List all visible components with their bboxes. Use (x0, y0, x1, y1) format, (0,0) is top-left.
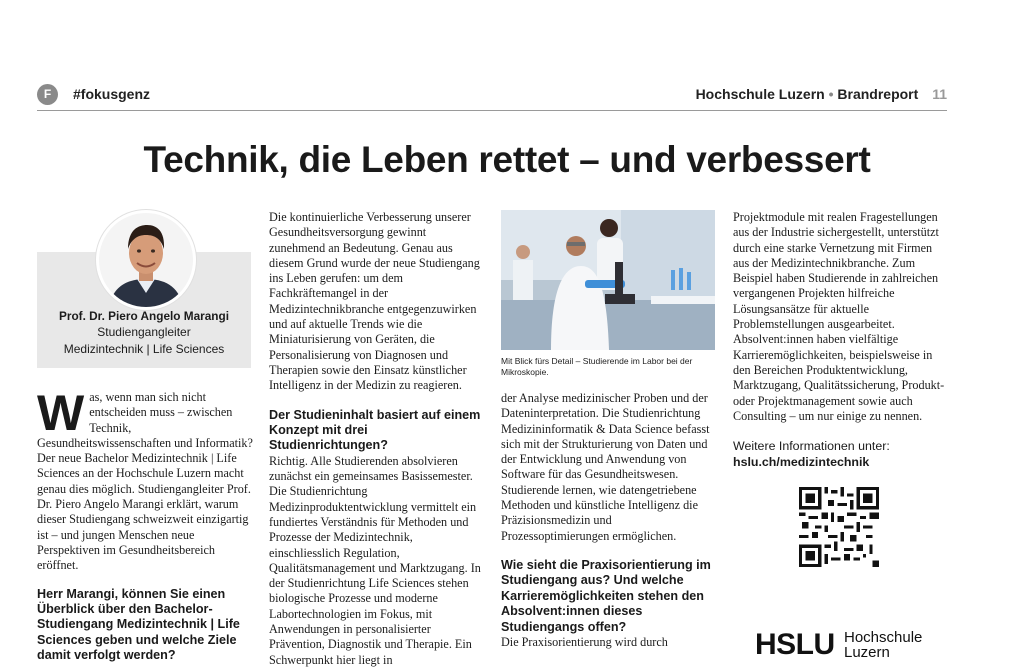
profile-department: Medizintechnik | Life Sciences (63, 342, 225, 356)
profile-box (37, 210, 251, 368)
profile-name: Prof. Dr. Piero Angelo Marangi (59, 309, 229, 323)
column-1 (37, 210, 253, 664)
header-separator: • (828, 86, 834, 102)
portrait-photo (96, 210, 196, 310)
more-info (733, 438, 949, 470)
logo-mark: HSLU (755, 628, 835, 661)
logo-text-line1: Hochschule (844, 629, 923, 646)
section-label: Brandreport (837, 86, 919, 102)
paragraph-4: Die Praxisorientierung wird durch (501, 635, 668, 649)
paragraph-2: Richtig. Alle Studierenden absolvieren zunächst ein gemeinsames Basissemester. Die Studienrichtung Medizinproduktentwicklung vermittelt ein fundiertes Verständnis für Methoden und Prozesse der Medizintechnik, einschliesslich Regulation, Qualitätsmanagement und Marktzugang. In der Studienrichtung Life Sciences stehen biologische Prozesse und moderne Labortechnologien im Fokus, mit Anwendungen in personalisierter Prävention, Diagnostik und Therapie. Ein Schwerpunkt hier liegt in (269, 453, 481, 667)
f-badge-icon: F (37, 84, 58, 105)
question-1: Herr Marangi, können Sie einen Überblick über den Bachelor-Studiengang Medizintechnik | Life Sciences geben und welche Ziele damit verfolgt werden? (37, 586, 240, 663)
publisher-name: Hochschule Luzern (695, 86, 825, 102)
dropcap-letter: W (37, 385, 85, 441)
header-right (696, 86, 947, 102)
headline: Technik, die Leben rettet – und verbessert (143, 139, 871, 180)
qr-code-icon[interactable] (799, 487, 879, 567)
intro-text: as, wenn man sich nicht entscheiden muss – zwischen Technik, Gesundheitswissenschaften und Informatik? Der neue Bachelor Medizintechnik | Life Sciences an der Hochschule Luzern macht genau dies möglich. Studiengangleiter Prof. Dr. Piero Angelo Marangi erklärt, warum dieser Studiengang schweizweit einzigartig ist – und jungen Menschen neue Perspektiven im Gesundheitsbereich eröffnet. (37, 390, 253, 573)
paragraph-1: Die kontinuierliche Verbesserung unserer Gesundheitsversorgung gewinnt zunehmend an Bedeutung. Genau aus diesem Grund wurde der neue Studiengang ins Leben gerufen: um dem Fachkräftemangel in der Medizintechnikbranche entgegenzuwirken und auf aktuelle Trends wie die Miniaturisierung von Geräten, die Personalisierung von Diagnosen und Therapien sowie den Einsatz künstlicher Intelligenz in der Medizin zu reagieren. (269, 210, 480, 393)
question-2: Der Studieninhalt basiert auf einem Konzept mit drei Studienrichtungen? (269, 407, 481, 453)
lab-photo (501, 210, 715, 350)
paragraph-5: Projektmodule mit realen Fragestellungen aus der Industrie sichergestellt, unterstützt durch eine starke Vernetzung mit Firmen aus der Medizintechnikbranche. Zum Beispiel haben Studierende in zahlreichen vergangenen Projekten hilfreiche Lösungsansätze für aktuelle Problemstellungen ausgearbeitet. Absolvent:innen haben vielfältige Karrieremöglichkeiten, beispielsweise in den Bereichen Produktentwicklung, Marktzugang, Qualitätssicherung, Produkt- oder Projektmanagement sowie auch Consulting – um nur einige zu nennen. (733, 210, 945, 423)
column-4 (733, 210, 949, 567)
profile-role: Studiengangleiter (97, 325, 191, 339)
question-3: Wie sieht die Praxisorientierung im Studiengang aus? Und welche Karrieremöglichkeiten stehen den Absolvent:innen dieses Studiengangs offen? (501, 557, 711, 634)
page-header (37, 84, 947, 110)
hslu-logo-icon (755, 628, 925, 662)
column-2 (269, 210, 485, 668)
column-3 (501, 210, 717, 650)
more-info-label: Weitere Informationen unter: (733, 439, 890, 454)
header-rule (37, 110, 947, 111)
paragraph-3: der Analyse medizinischer Proben und der Dateninterpretation. Die Studienrichtung Medizininformatik & Data Science befasst sich mit der Strukturierung von Daten und der Entwicklung und Anwendung von Software für das Gesundheitswesen. Studierende lernen, wie datengetriebene Methoden und künstliche Intelligenz die Präzisionsmedizin und Prozessoptimierungen ermöglichen. (501, 391, 710, 543)
intro-paragraph (37, 385, 253, 574)
page-number: 11 (932, 86, 947, 102)
website-link[interactable]: hslu.ch/medizintechnik (733, 455, 870, 470)
logo-text-line2: Luzern (844, 644, 890, 661)
photo-caption: Mit Blick fürs Detail – Studierende im Labor bei der Mikroskopie. (501, 356, 693, 377)
hashtag-label: #fokusgenz (73, 86, 151, 102)
